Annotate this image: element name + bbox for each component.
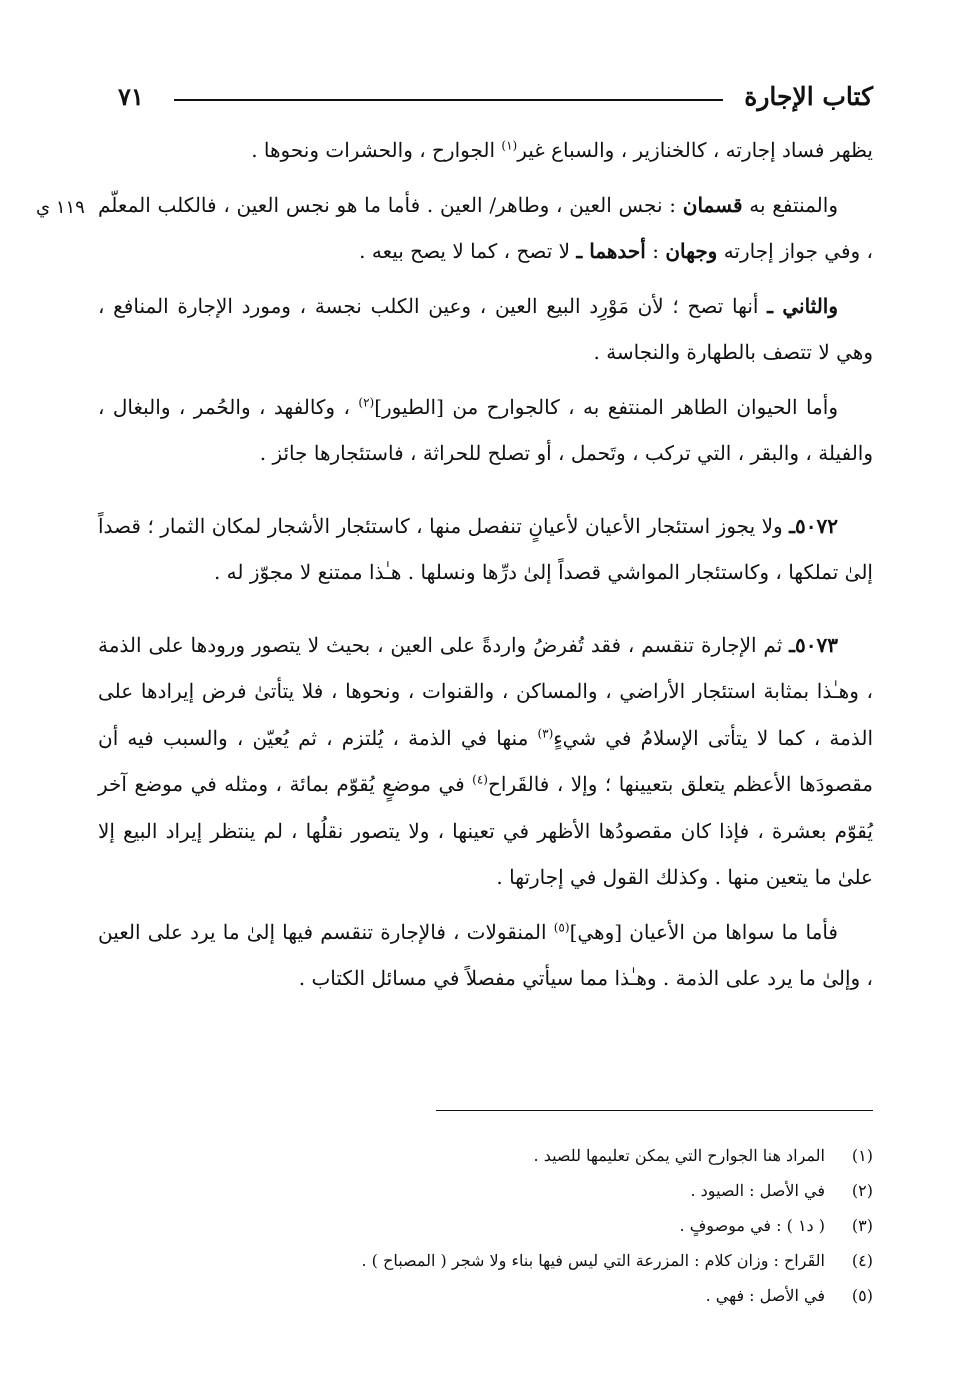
bold-term: أحدهما ـ — [576, 239, 646, 263]
text-run: ثم الإجارة تنقسم ، فقد تُفرضُ واردةً على العين ، بحيث لا يتصور ورودها على الذمة ، وهـٰذا بمثابة استئجار الأراضي ، والمساكن ، والقنوات ، ونحوها ، فلا يتأتىٰ فرض إيرادها على الذمة ، كما لا يتأتى الإسلامُ في شيءٍ — [98, 632, 873, 750]
page-number: ٧١ — [118, 82, 144, 111]
footnote-text: في الأصل : الصيود . — [690, 1181, 825, 1200]
footnote-ref-3: (٣) — [537, 725, 554, 740]
text-run: لا تصح ، كما لا يصح بيعه . — [359, 239, 577, 263]
footnote-separator — [436, 1110, 873, 1111]
footnote-text: في الأصل : فهي . — [705, 1286, 825, 1305]
footnote-ref-1: (١) — [501, 138, 518, 153]
bold-term: قسمان — [682, 192, 743, 217]
footnote-item — [173, 1138, 873, 1173]
text-run: فأما ما سواها من الأعيان [وهي] — [569, 919, 838, 944]
text-run: وأما الحيوان الطاهر المنتفع به ، كالجوارح من [الطيور] — [374, 394, 838, 419]
header-rule — [174, 99, 723, 101]
footnote-item — [173, 1243, 873, 1278]
footnote-text: المراد هنا الجوارح التي يمكن تعليمها للصيد . — [533, 1146, 825, 1165]
text-run: في موضعٍ يُقوّم بمائة ، ومثله في موضع آخر يُقوّم بعشرة ، فإذا كان مقصودُها الأظهر في تعينها ، ولا يتصور نقلُها ، لم ينتظر إيراد البيع إلا علىٰ ما يتعين منها . وكذلك القول في إجارتها . — [98, 772, 873, 889]
footnote-number: (١) — [851, 1146, 873, 1165]
section-number: ٥٠٧٢ـ — [789, 513, 838, 538]
paragraph-2 — [98, 182, 873, 275]
text-run: أنها تصح ؛ لأن مَوْرِد البيع العين ، وعين الكلب نجسة ، ومورد الإجارة المنافع ، وهي لا تتصف بالطهارة والنجاسة . — [98, 293, 873, 364]
bold-term: والثاني ـ — [767, 293, 839, 318]
text-run: ، وكالفهد ، والحُمر ، والبغال ، والفيلة ، والبقر ، التي تركب ، وتَحمل ، أو تصلح للحراثة ، فاستئجارها جائز . — [98, 394, 873, 465]
footnote-number: (٢) — [851, 1181, 873, 1200]
paragraph-5073 — [98, 622, 873, 901]
paragraph-4 — [98, 384, 873, 477]
text-run: المنقولات ، فالإجارة تنقسم فيها إلىٰ ما يرد على العين ، وإلىٰ ما يرد على الذمة . وهـٰذا مما سيأتي مفصلاً في مسائل الكتاب . — [98, 919, 873, 990]
paragraph-3 — [98, 283, 873, 376]
footnotes — [173, 1138, 873, 1313]
text-run: ولا يجوز استئجار الأعيان لأعيانٍ تنفصل منها ، كاستئجار الأشجار لمكان الثمار ؛ قصداً إلىٰ تملكها ، وكاستئجار المواشي قصداً إلىٰ درِّها ونسلها . هـٰذا ممتنع لا مجوّز له . — [98, 513, 873, 584]
footnote-ref-2: (٢) — [358, 394, 375, 409]
page-header — [118, 82, 873, 122]
main-text — [98, 127, 873, 1002]
footnote-item — [173, 1208, 873, 1243]
margin-manuscript-ref: ١١٩ ي — [36, 197, 85, 218]
text-run: الجوارح ، والحشرات ونحوها . — [251, 138, 502, 162]
running-title: كتاب الإجارة — [744, 82, 873, 111]
footnote-text: ( د١ ) : في موصوفٍ . — [679, 1216, 825, 1235]
footnote-item — [173, 1173, 873, 1208]
footnote-number: (٥) — [851, 1286, 873, 1305]
footnote-number: (٤) — [851, 1251, 873, 1270]
bold-term: وجهان — [665, 239, 718, 263]
text-run: منها في الذمة ، يُلتزم ، ثم يُعيّن ، والسبب فيه أن مقصودَها الأعظم يتعلق بتعيينها ؛ وإلا ، فالقَراح — [98, 725, 873, 796]
footnote-text: القَراح : وزان كلام : المزرعة التي ليس فيها بناء ولا شجر ( المصباح ) . — [361, 1251, 825, 1270]
footnote-ref-4: (٤) — [472, 772, 488, 787]
text-run: : نجس العين ، وطاهر/ العين . فأما ما هو نجس العين ، فالكلب المعلّم ، وفي جواز إجارته — [98, 192, 873, 263]
text-run: يظهر فساد إجارته ، كالخنازير ، والسباع غير — [517, 138, 873, 162]
paragraph-1 — [98, 127, 873, 174]
footnote-number: (٣) — [851, 1216, 873, 1235]
text-run: : — [645, 239, 666, 263]
paragraph-5072 — [98, 503, 873, 596]
text-run: والمنتفع به — [742, 192, 838, 217]
section-number: ٥٠٧٣ـ — [789, 632, 838, 657]
footnote-item — [173, 1278, 873, 1313]
footnote-ref-5: (٥) — [553, 919, 570, 934]
paragraph-7 — [98, 909, 873, 1002]
